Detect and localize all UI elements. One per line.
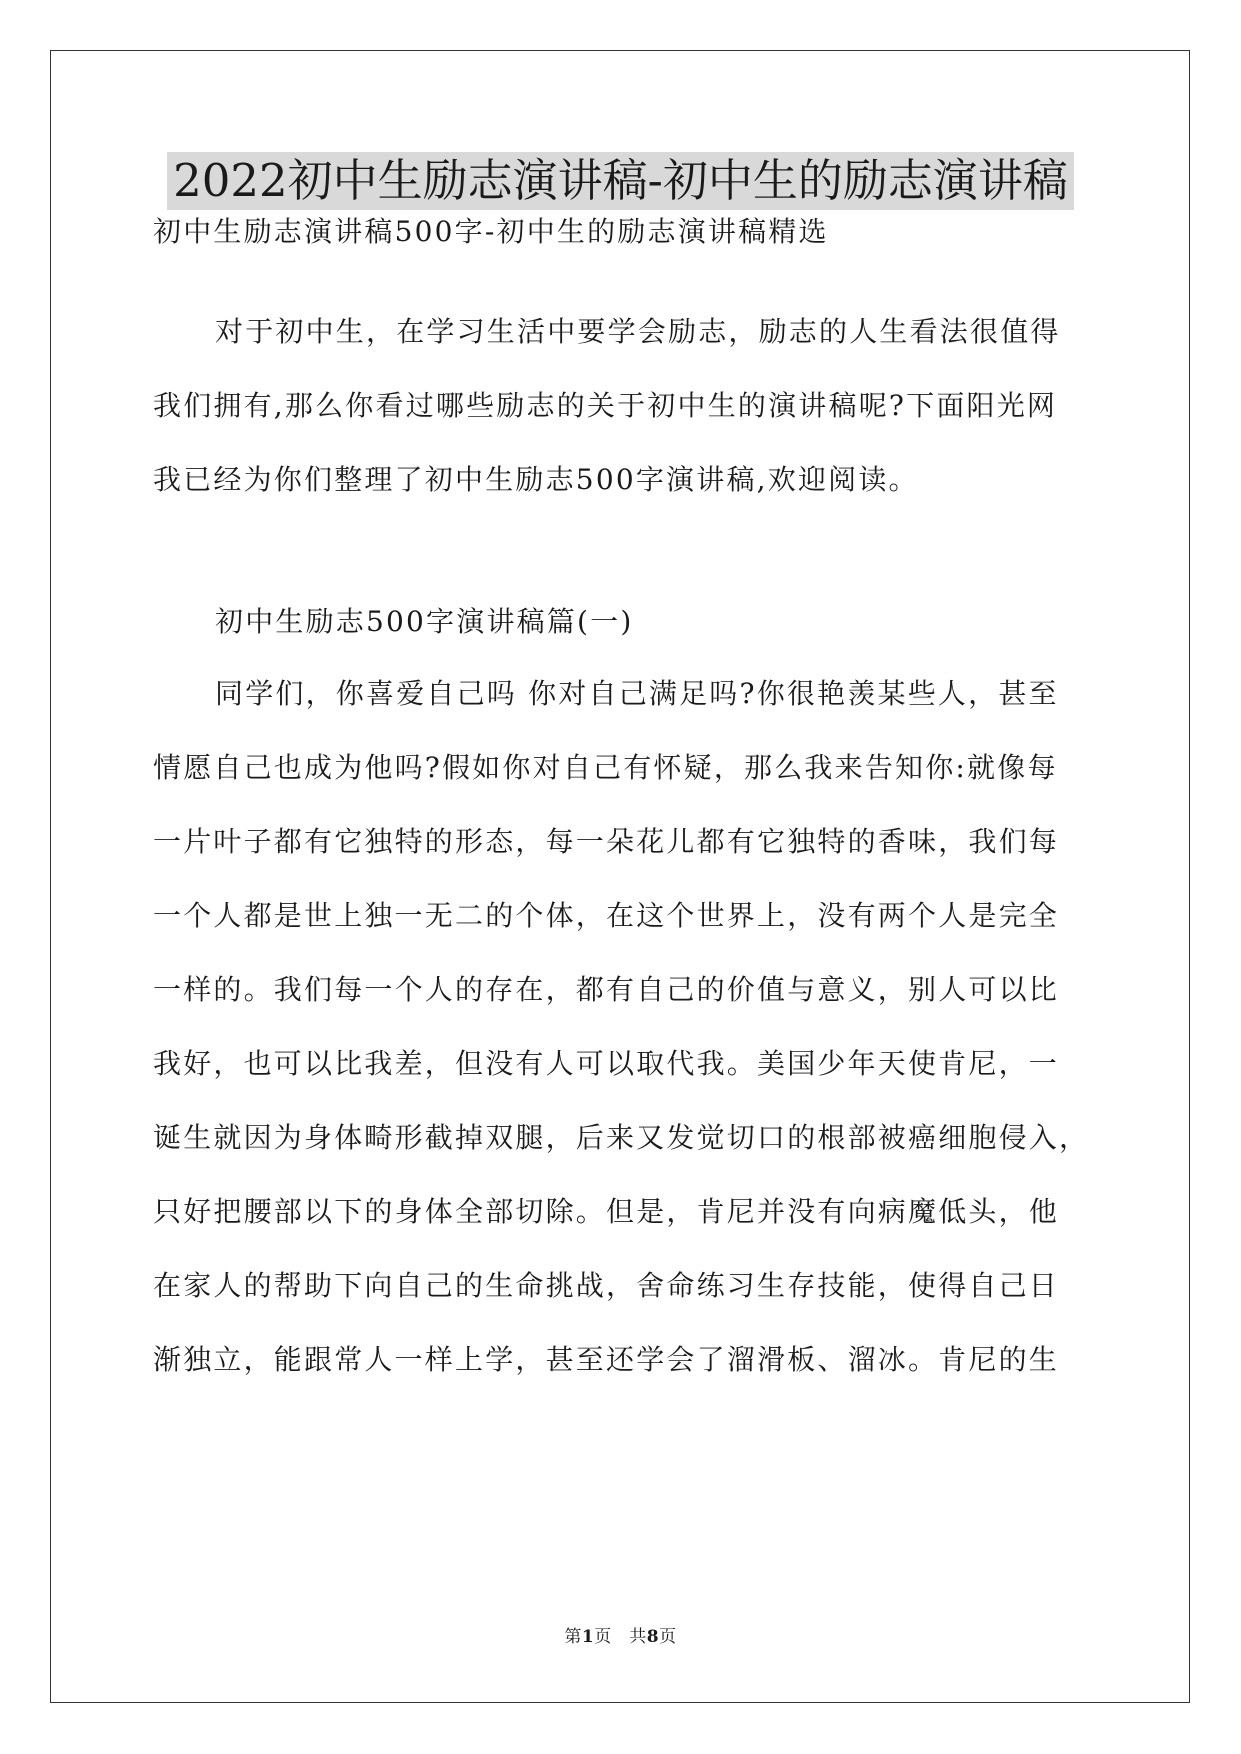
body-line: 我好，也可以比我差，但没有人可以取代我。美国少年天使肯尼，一 [153,1047,1060,1080]
document-title: 2022初中生励志演讲稿-初中生的励志演讲稿 [167,152,1074,210]
intro-line: 我已经为你们整理了初中生励志500字演讲稿,欢迎阅读。 [153,463,919,496]
document-subtitle: 初中生励志演讲稿500字-初中生的励志演讲稿精选 [153,215,829,248]
footer-page-suffix: 页 [659,1627,677,1647]
body-line: 在家人的帮助下向自己的生命挑战，舍命练习生存技能，使得自己日 [153,1269,1060,1302]
body-line: 渐独立，能跟常人一样上学，甚至还学会了溜滑板、溜冰。肯尼的生 [153,1343,1060,1376]
footer-page-number: 1 [581,1627,595,1647]
body-line: 同学们，你喜爱自己吗 你对自己满足吗?你很艳羡某些人，甚至 [215,677,1059,710]
page-footer [0,1622,1241,1647]
intro-line: 对于初中生，在学习生活中要学会励志，励志的人生看法很值得 [215,315,1061,348]
body-line: 一样的。我们每一个人的存在，都有自己的价值与意义，别人可以比 [153,973,1060,1006]
body-line: 只好把腰部以下的身体全部切除。但是，肯尼并没有向病魔低头，他 [153,1195,1060,1228]
title-container [0,152,1241,210]
footer-page-prefix: 第 [564,1627,582,1647]
body-line: 一个人都是世上独一无二的个体，在这个世界上，没有两个人是完全 [153,899,1060,932]
intro-line: 我们拥有,那么你看过哪些励志的关于初中生的演讲稿呢?下面阳光网 [153,389,1058,422]
body-line: 诞生就因为身体畸形截掉双腿，后来又发觉切口的根部被癌细胞侵入， [153,1121,1090,1154]
footer-total-pages: 8 [646,1627,660,1647]
footer-page-mid: 页 共 [594,1627,647,1647]
body-line: 情愿自己也成为他吗?假如你对自己有怀疑，那么我来告知你:就像每 [153,751,1058,784]
section-heading: 初中生励志500字演讲稿篇(一) [215,605,634,638]
body-line: 一片叶子都有它独特的形态，每一朵花儿都有它独特的香味，我们每 [153,825,1060,858]
page-border [50,50,1190,1703]
